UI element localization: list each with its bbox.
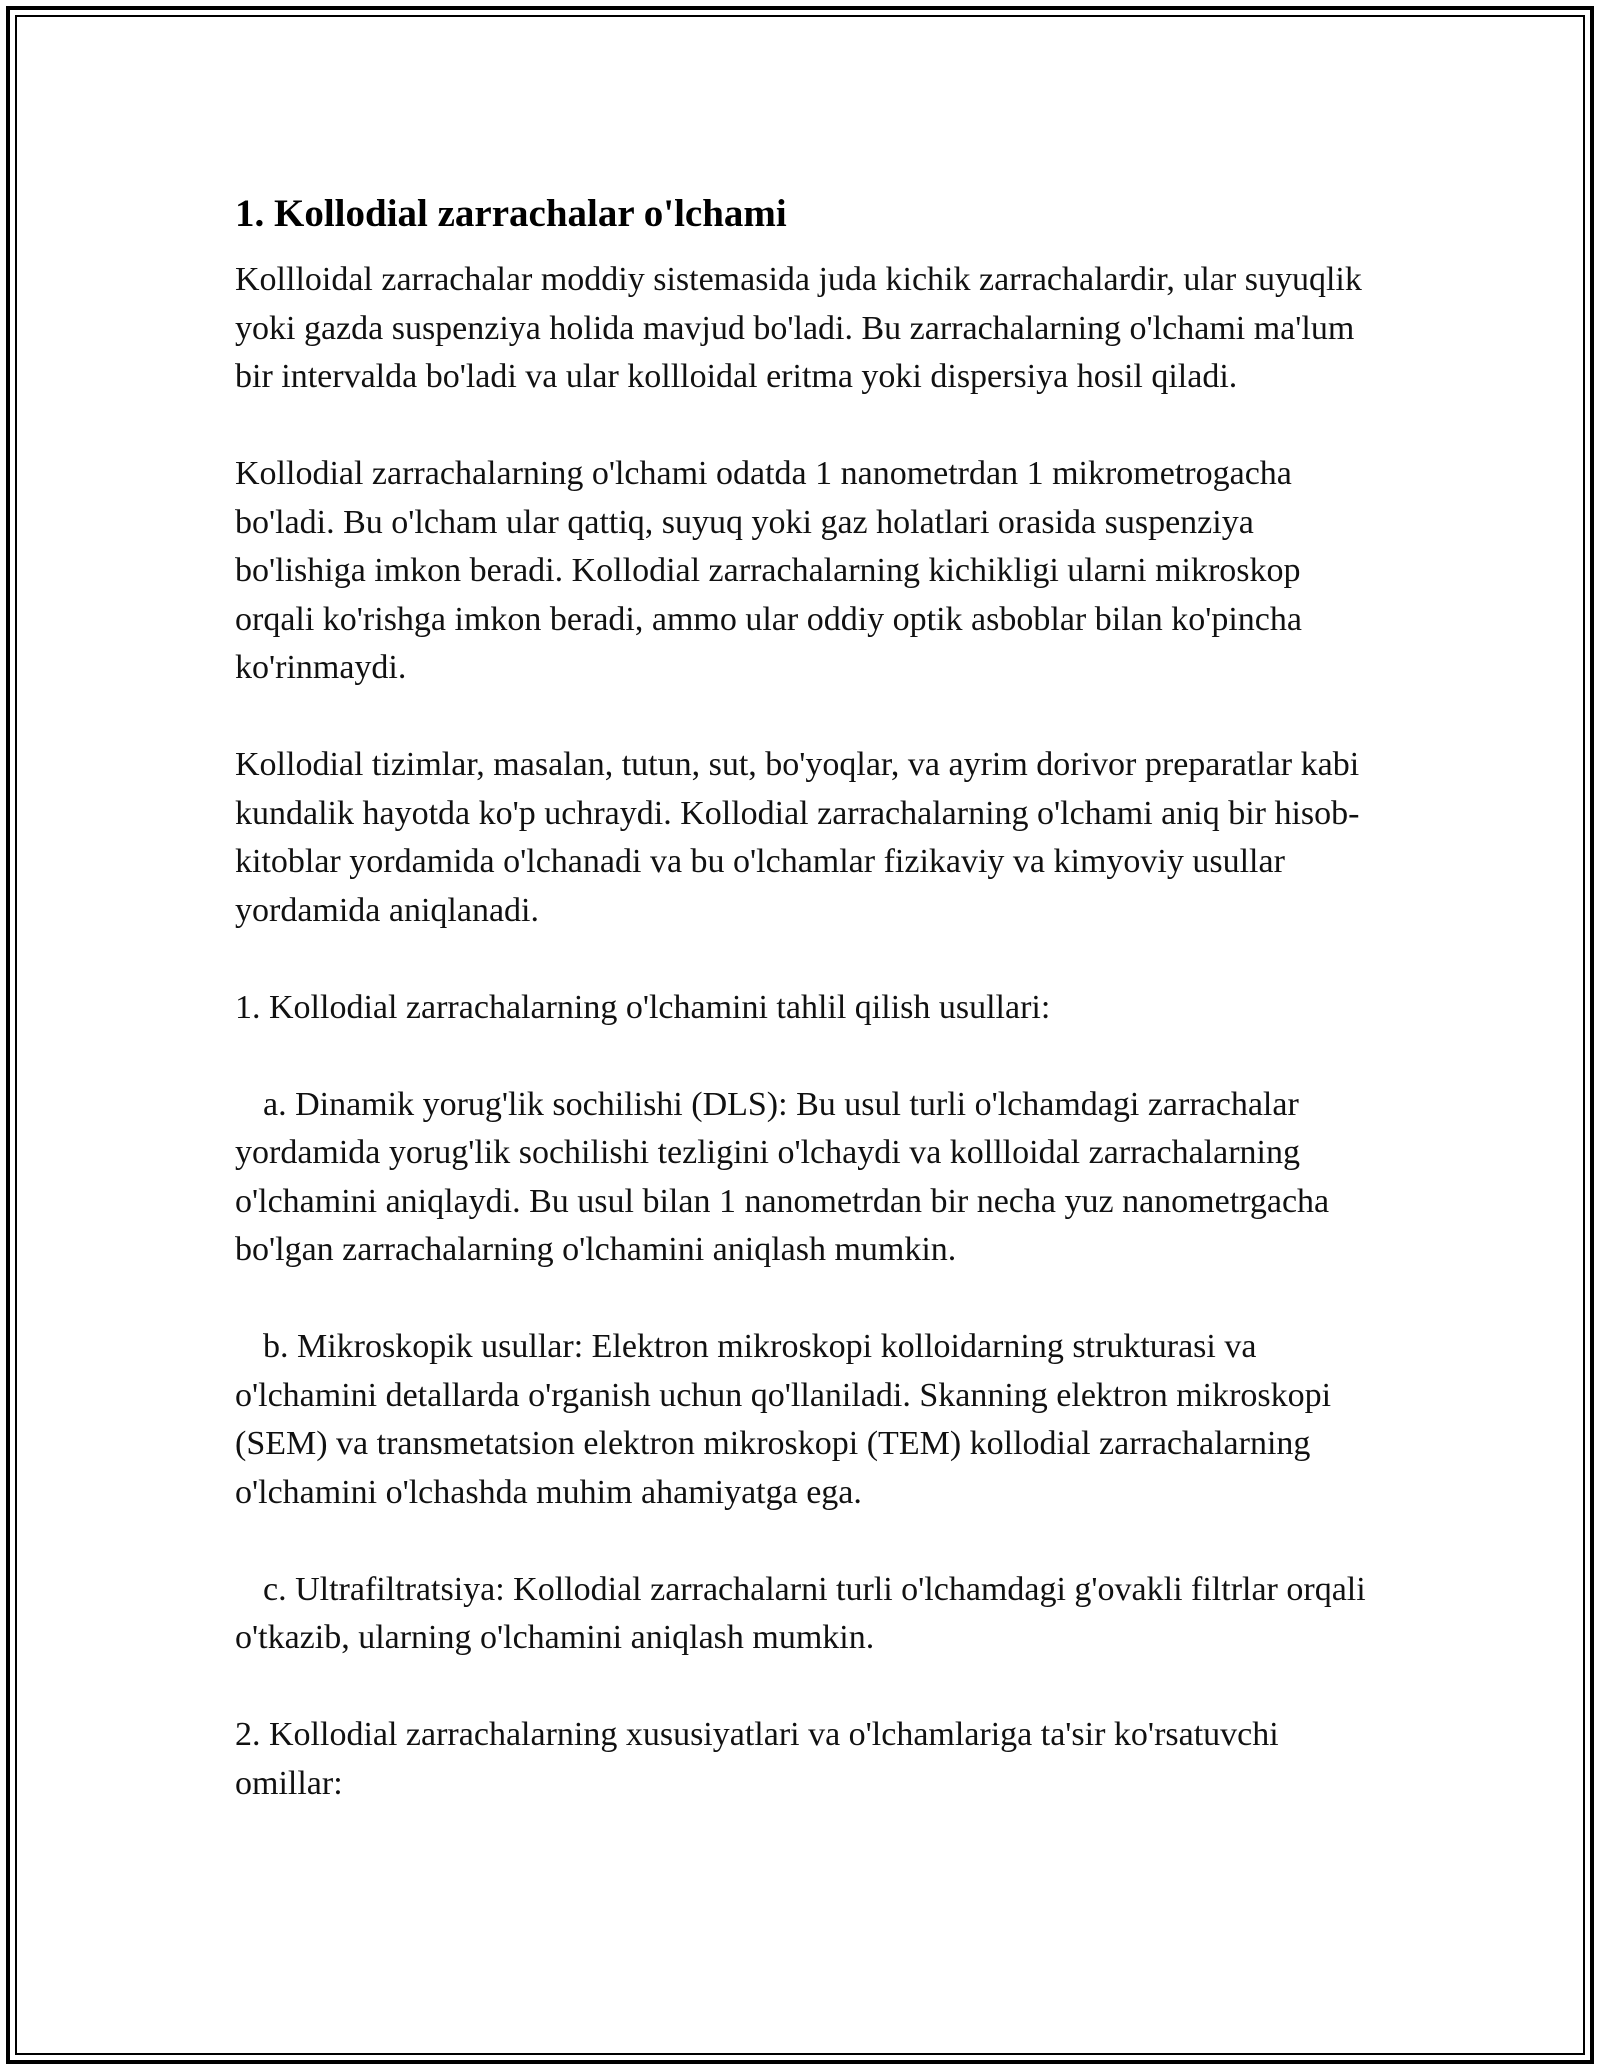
section-heading: 1. Kollodial zarrachalar o'lchami xyxy=(235,192,787,235)
paragraph-colloidal-systems: Kollodial tizimlar, masalan, tutun, sut, bo'yoqlar, va ayrim dorivor preparatlar kabi kundalik hayotda ko'p uchraydi. Kollodial zarrachalarning o'lchami aniq bir hisob-kitoblar yordamida o'lchanadi va bu o'lchamlar fizikaviy va kimyoviy usullar yordamida aniqlanadi. xyxy=(235,746,1368,929)
list-item-microscopy: b. Mikroskopik usullar: Elektron mikroskopi kolloidarning strukturasi va o'lchamini detallarda o'rganish uchun qo'llaniladi. Skanning elektron mikroskopi (SEM) va transmetatsion elektron mikroskopi (TEM) kollodial zarrachalarning o'lchamini o'lchashda muhim ahamiyatga ega. xyxy=(235,1328,1340,1511)
list-item-dls: a. Dinamik yorug'lik sochilishi (DLS): Bu usul turli o'lchamdagi zarrachalar yordamida yorug'lik sochilishi tezligini o'lchaydi va kollloidal zarrachalarning o'lchamini aniqlaydi. Bu usul bilan 1 nanometrdan bir necha yuz nanometrgacha bo'lgan zarrachalarning o'lchamini aniqlash mumkin. xyxy=(235,1085,1338,1268)
list-item-ultrafiltration: c. Ultrafiltratsiya: Kollodial zarrachalarni turli o'lchamdagi g'ovakli filtrlar orqali o'tkazib, ularning o'lchamini aniqlash mumkin. xyxy=(235,1570,1375,1656)
paragraph-intro: Kollloidal zarrachalar moddiy sistemasida juda kichik zarrachalardir, ular suyuqlik yoki gazda suspenziya holida mavjud bo'ladi. Bu zarrachalarning o'lchami ma'lum bir intervalda bo'ladi va ular kollloidal eritma yoki dispersiya hosil qiladi. xyxy=(235,261,1371,395)
document-body xyxy=(235,186,1375,1808)
paragraph-size-range: Kollodial zarrachalarning o'lchami odatda 1 nanometrdan 1 mikrometrogacha bo'ladi. Bu o'lcham ular qattiq, suyuq yoki gaz holatlari orasida suspenziya bo'lishiga imkon beradi. Kollodial zarrachalarning kichikligi ularni mikroskop orqali ko'rishga imkon beradi, ammo ular oddiy optik asboblar bilan ko'pincha ko'rinmaydi. xyxy=(235,455,1311,686)
list-heading-analysis-methods: 1. Kollodial zarrachalarning o'lchamini tahlil qilish usullari: xyxy=(235,988,1051,1026)
list-heading-influencing-factors: 2. Kollodial zarrachalarning xususiyatlari va o'lchamlariga ta'sir ko'rsatuvchi omillar: xyxy=(235,1716,1288,1802)
